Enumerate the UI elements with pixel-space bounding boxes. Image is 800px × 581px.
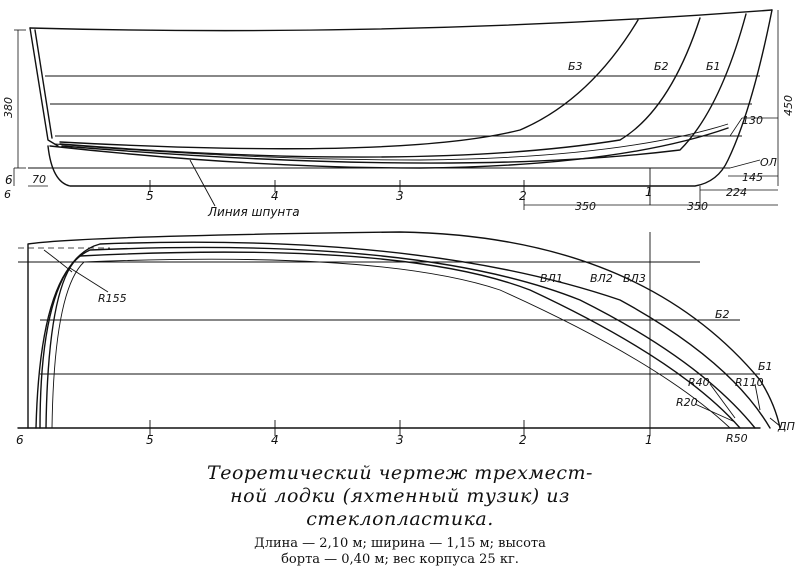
plan-label-vl3: ВЛ3 (623, 272, 646, 285)
plan-station-5: 5 (146, 433, 154, 447)
buttock-line-b1 (62, 14, 746, 163)
profile-label-b1: Б1 (706, 60, 721, 73)
transom-inner-line (35, 30, 52, 138)
caption-title-line-2: ной лодки (яхтенный тузик) из (230, 485, 570, 507)
r20-leader (695, 404, 735, 422)
dim-70: 70 (32, 173, 46, 186)
rabbet-leader (190, 160, 215, 206)
caption-spec-line-1: Длина — 2,10 м; ширина — 1,15 м; высота (254, 536, 546, 551)
plan-station-3: 3 (396, 433, 404, 447)
r155-leader (70, 268, 108, 292)
caption-title-line-1: Теоретический чертеж трехмест- (207, 462, 593, 484)
profile-label-b3: Б3 (568, 60, 583, 73)
plan-transom-curve (44, 250, 72, 272)
dim-224: 224 (726, 186, 747, 199)
caption-title (0, 462, 800, 531)
rabbet-line (50, 128, 728, 168)
caption-title-line-3: стеклопластика. (306, 508, 494, 530)
caption-specs (0, 536, 800, 568)
plan-station-2: 2 (519, 433, 527, 447)
plan-station-6: 6 (16, 433, 24, 447)
rabbet-line-inner (55, 124, 728, 160)
plan-station-1: 1 (645, 433, 653, 447)
caption-spec-line-2: борта — 0,40 м; вес корпуса 25 кг. (281, 552, 519, 567)
profile-station-5: 5 (146, 189, 154, 203)
profile-station-1: 1 (645, 185, 653, 199)
plan-label-vl1: ВЛ1 (540, 272, 563, 285)
dim-leader-ol (730, 160, 760, 168)
radius-r50: R50 (726, 432, 748, 445)
dim-450: 450 (782, 95, 795, 116)
plan-label-b1: Б1 (758, 360, 773, 373)
dim-6: 6 (4, 188, 11, 201)
dim-350-a: 350 (575, 200, 596, 213)
profile-label-b2: Б2 (654, 60, 669, 73)
rabbet-label: Линия шпунта (208, 205, 300, 219)
plan-label-vl2: ВЛ2 (590, 272, 613, 285)
plan-view (16, 232, 795, 447)
plan-station-4: 4 (271, 433, 279, 447)
plan-label-b2: Б2 (715, 308, 730, 321)
dim-leader-130 (730, 118, 742, 136)
waterline-label-ol: ОЛ (760, 156, 777, 169)
dim-350-b: 350 (687, 200, 708, 213)
radius-r20: R20 (676, 396, 698, 409)
profile-station-2: 2 (519, 189, 527, 203)
buttock-line-b3 (60, 20, 638, 149)
sheer-line (30, 10, 772, 31)
profile-station-6: 6 (5, 173, 13, 187)
radius-r155: R155 (98, 292, 127, 305)
dim-145: 145 (742, 171, 763, 184)
dim-380: 380 (2, 97, 15, 118)
radius-r110: R110 (735, 376, 764, 389)
radius-r40: R40 (688, 376, 710, 389)
plan-label-dp: ДП (778, 420, 795, 433)
dim-130: 130 (742, 114, 763, 127)
profile-station-3: 3 (396, 189, 404, 203)
profile-view (2, 10, 795, 219)
plan-waterline-vl2 (36, 247, 755, 428)
profile-station-4: 4 (271, 189, 279, 203)
